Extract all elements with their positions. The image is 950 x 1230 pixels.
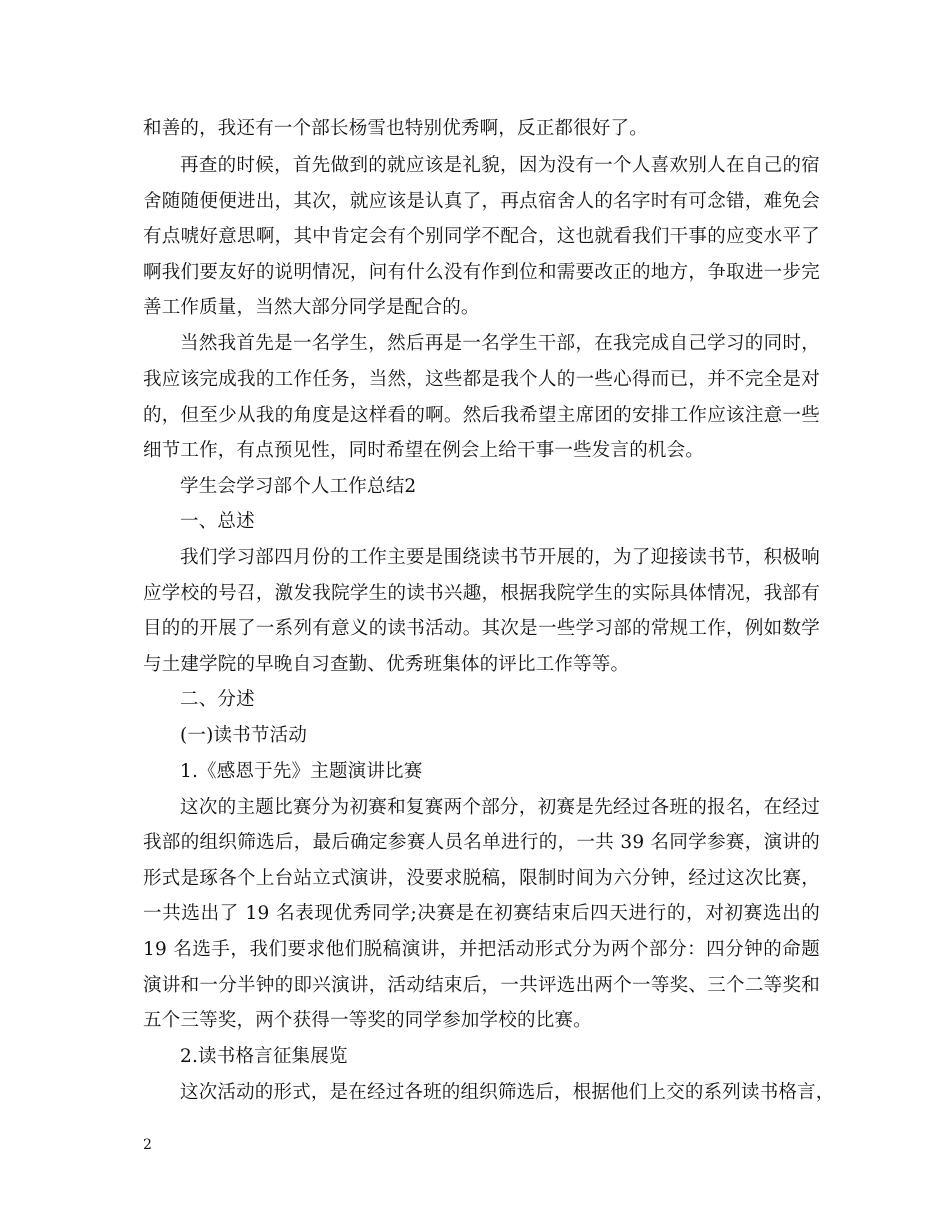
text-line: 和善的，我还有一个部长杨雪也特别优秀啊，反正都很好了。 bbox=[143, 118, 648, 139]
text-line: 细节工作，有点预见性，同时希望在例会上给干事一些发言的机会。 bbox=[143, 440, 705, 461]
text-line: 一共选出了 19 名表现优秀同学;决赛是在初赛结束后四天进行的，对初赛选出的 bbox=[143, 903, 820, 924]
text-line: 舍随随便便进出，其次，就应该是认真了，再点宿舍人的名字时有可念错，难免会 bbox=[143, 191, 820, 212]
text-line: 当然我首先是一名学生，然后再是一名学生干部，在我完成自己学习的同时， bbox=[180, 333, 820, 354]
text-line: 19 名选手，我们要求他们脱稿演讲，并把活动形式分为两个部分：四分钟的命题 bbox=[143, 939, 820, 960]
text-line: 演讲和一分半钟的即兴演讲，活动结束后，一共评选出两个一等奖、三个二等奖和 bbox=[143, 975, 820, 996]
text-line: 善工作质量，当然大部分同学是配合的。 bbox=[143, 297, 480, 318]
text-line: 形式是琢各个上台站立式演讲，没要求脱稿，限制时间为六分钟，经过这次比赛， bbox=[143, 868, 820, 889]
section-heading: 一、总述 bbox=[180, 511, 255, 532]
text-line: 目的的开展了一系列有意义的读书活动。其次是一些学习部的常规工作，例如数学 bbox=[143, 618, 820, 639]
text-line: 与土建学院的早晚自习查勤、优秀班集体的评比工作等等。 bbox=[143, 654, 630, 675]
section-heading: (一)读书节活动 bbox=[180, 725, 308, 746]
text-line: 应学校的号召，激发我院学生的读书兴趣，根据我院学生的实际具体情况，我部有 bbox=[143, 583, 820, 604]
section-heading: 学生会学习部个人工作总结2 bbox=[180, 476, 417, 497]
text-line: 这次活动的形式，是在经过各班的组织筛选后，根据他们上交的系列读书格言， bbox=[180, 1082, 835, 1103]
text-line: 再查的时候，首先做到的就应该是礼貌，因为没有一个人喜欢别人在自己的宿 bbox=[180, 155, 820, 176]
page-number: 2 bbox=[143, 1137, 152, 1153]
text-line: 我部的组织筛选后，最后确定参赛人员名单进行的，一共 39 名同学参赛，演讲的 bbox=[143, 832, 820, 853]
text-line: 有点唬好意思啊，其中肯定会有个别同学不配合，这也就看我们干事的应变水平了 bbox=[143, 226, 820, 247]
text-line: 啊我们要友好的说明情况，问有什么没有作到位和需要改正的地方，争取进一步完 bbox=[143, 262, 820, 283]
section-heading: 2.读书格言征集展览 bbox=[180, 1046, 348, 1067]
text-line: 的，但至少从我的角度是这样看的啊。然后我希望主席团的安排工作应该注意一些 bbox=[143, 405, 820, 426]
section-heading: 1.《感恩于先》主题演讲比赛 bbox=[180, 761, 423, 782]
text-line: 我们学习部四月份的工作主要是围绕读书节开展的，为了迎接读书节，积极响 bbox=[180, 547, 820, 568]
text-line: 我应该完成我的工作任务，当然，这些都是我个人的一些心得而已，并不完全是对 bbox=[143, 369, 820, 390]
section-heading: 二、分述 bbox=[180, 689, 255, 710]
text-line: 五个三等奖，两个获得一等奖的同学参加学校的比赛。 bbox=[143, 1010, 592, 1031]
text-line: 这次的主题比赛分为初赛和复赛两个部分，初赛是先经过各班的报名，在经过 bbox=[180, 797, 820, 818]
